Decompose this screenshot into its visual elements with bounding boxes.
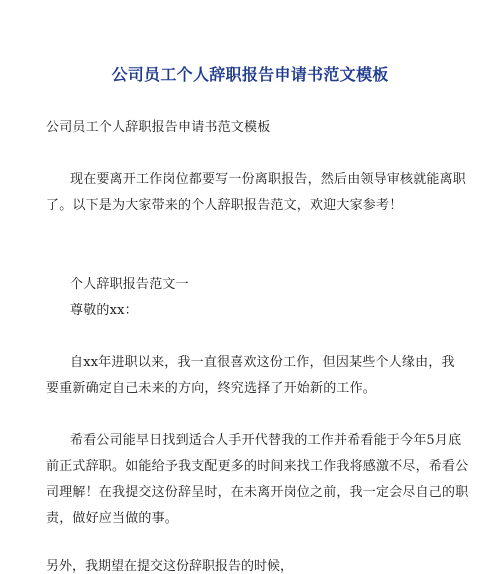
paragraph2-line-1: 希看公司能早日找到适合人手开代替我的工作并希看能于今年5月底 bbox=[70, 433, 462, 448]
cut-off-line bbox=[46, 556, 346, 574]
paragraph1-line-2: 要重新确定自己未来的方向，终究选择了开始新的工作。 bbox=[46, 381, 377, 396]
intro-line-2: 了。以下是为大家带来的个人辞职报告范文，欢迎大家参考！ bbox=[46, 198, 403, 213]
document-title: 公司员工个人辞职报告申请书范文模板 bbox=[111, 65, 389, 84]
intro-line-1: 现在要离开工作岗位都要写一份离职报告，然后由领导审核就能离职 bbox=[70, 172, 467, 187]
salutation: 尊敬的xx： bbox=[70, 303, 138, 318]
paragraph2-line-3: 司理解！在我提交这份辞呈时，在未离开岗位之前，我一定会尽自己的职 bbox=[46, 485, 469, 500]
cut-off-line-text: 另外，我期望在提交这份辞职报告的时候， bbox=[46, 559, 294, 574]
paragraph2-line-4: 责，做好应当做的事。 bbox=[46, 511, 179, 526]
paragraph1-line-1: 自xx年进职以来，我一直很喜欢这份工作，但因某些个人缘由，我 bbox=[70, 355, 455, 370]
sample-heading: 个人辞职报告范文一 bbox=[70, 277, 189, 292]
document-subtitle: 公司员工个人辞职报告申请书范文模板 bbox=[46, 120, 271, 135]
paragraph2-line-2: 前正式辞职。如能给予我支配更多的时间来找工作我将感激不尽，希看公 bbox=[46, 459, 469, 474]
